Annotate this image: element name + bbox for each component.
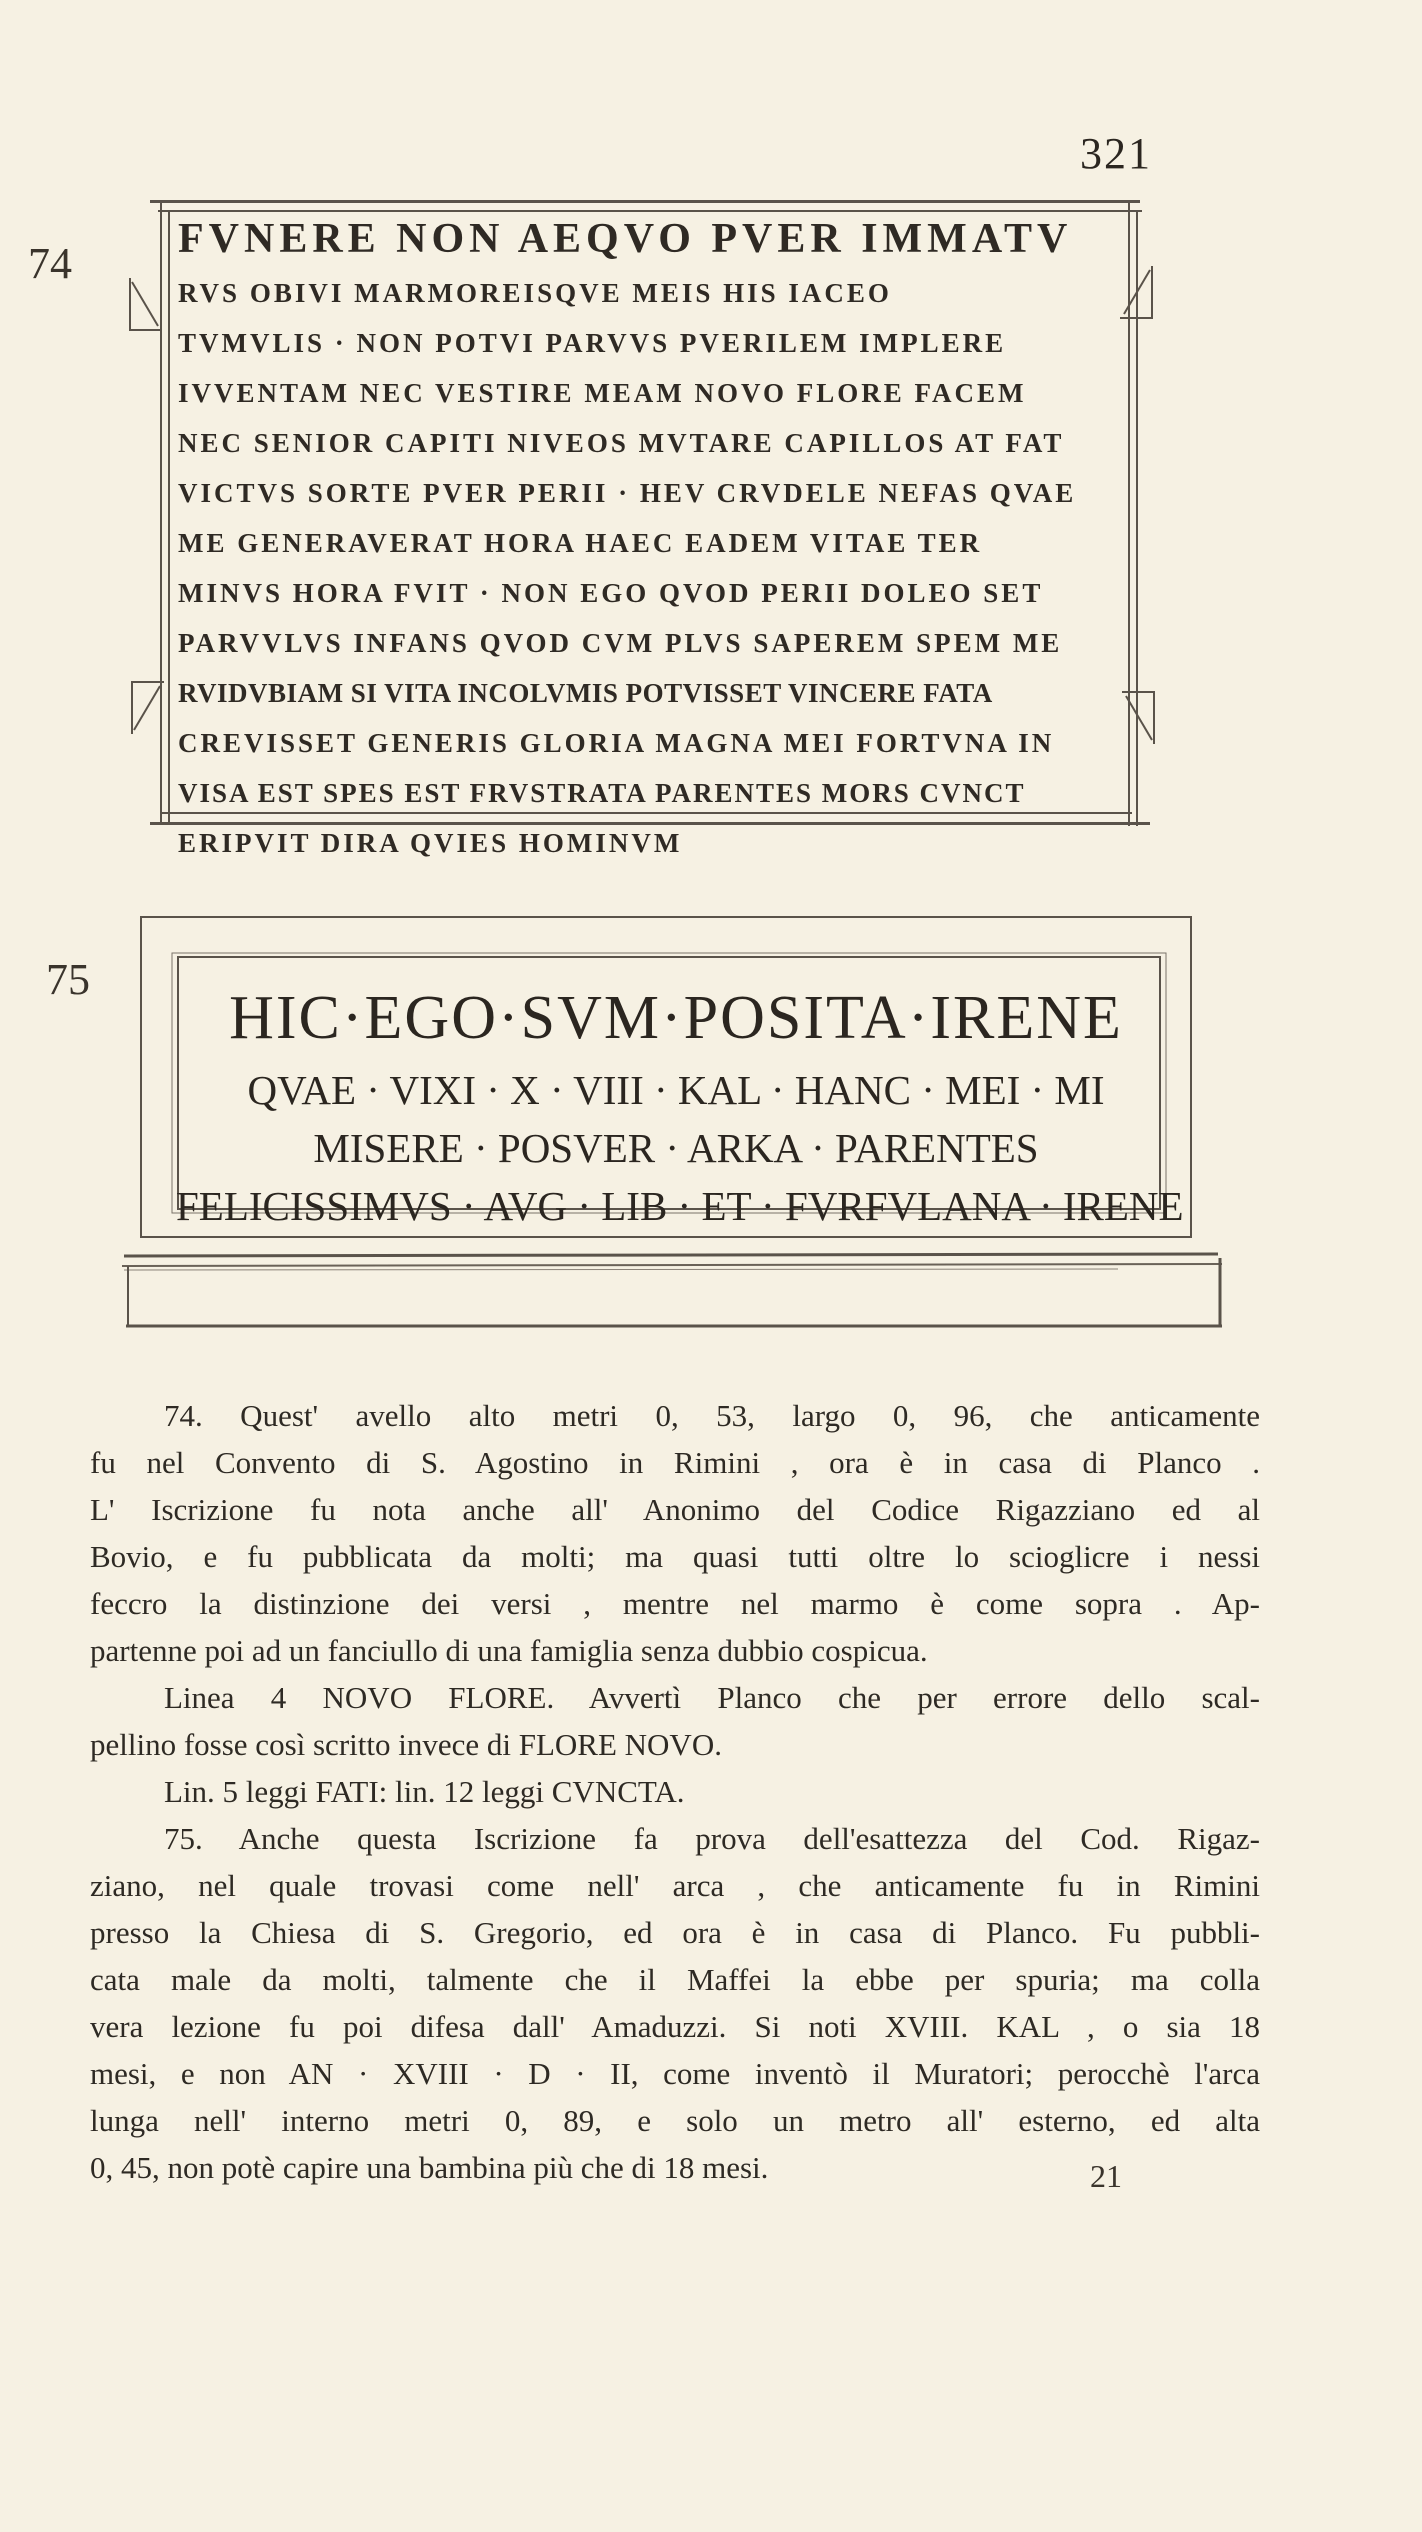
inscription-74-line: MINVS HORA FVIT · NON EGO QVOD PERII DOLEO SET [178,578,1044,608]
inscription-74-line: NEC SENIOR CAPITI NIVEOS MVTARE CAPILLOS AT FAT [178,428,1065,458]
commentary-line: Lin. 5 leggi FATI: lin. 12 leggi CVNCTA. [164,1774,685,1809]
page-number: 321 [1080,129,1152,178]
commentary-line: cata male da molti, talmente che il Maffei la ebbe per spuria; ma colla [90,1962,1260,1997]
inscription-74-text [178,210,1138,868]
commentary-line: pellino fosse così scritto invece di FLORE NOVO. [90,1727,722,1762]
inscription-74-line: RVIDVBIAM SI VITA INCOLVMIS POTVISSET VINCERE FATA [178,678,993,708]
commentary-line: ziano, nel quale trovasi come nell' arca , che anticamente fu in Rimini [90,1868,1260,1903]
commentary-line: presso la Chiesa di S. Gregorio, ed ora è in casa di Planco. Fu pubbli- [90,1915,1260,1950]
inscription-number-75: 75 [46,955,90,1004]
inscription-74-line: RVS OBIVI MARMOREISQVE MEIS HIS IACEO [178,278,892,308]
signature-mark: 21 [1090,2158,1122,2194]
inscription-74-line: ME GENERAVERAT HORA HAEC EADEM VITAE TER [178,528,983,558]
commentary-line: Bovio, e fu pubblicata da molti; ma quasi tutti oltre lo scioglicre i nessi [90,1539,1260,1574]
commentary-line: 0, 45, non potè capire una bambina più che di 18 mesi. [90,2150,769,2185]
inscription-74-line: TVMVLIS · NON POTVI PARVVS PVERILEM IMPLERE [178,328,1007,358]
inscription-74-line: PARVVLVS INFANS QVOD CVM PLVS SAPEREM SPEM ME [178,628,1063,658]
corner-ornament-bottom-left [130,680,166,736]
inscription-74-line: VICTVS SORTE PVER PERII · HEV CRVDELE NEFAS QVAE [178,478,1077,508]
commentary-line: feccro la distinzione dei versi , mentre nel marmo è come sopra . Ap- [90,1586,1260,1621]
inscription-75-text [176,975,1184,1235]
inscription-75-line: MISERE · POSVER · ARKA · PARENTES [313,1125,1039,1171]
commentary-line: vera lezione fu poi difesa dall' Amaduzzi. Si noti XVIII. KAL , o sia 18 [90,2009,1260,2044]
inscription-number-74: 74 [28,239,72,288]
inscription-74-line: ERIPVIT DIRA QVIES HOMINVM [178,828,683,858]
inscription-74-line: FVNERE NON AEQVO PVER IMMATV [178,216,1073,262]
commentary-line: mesi, e non AN · XVIII · D · II, come inventò il Muratori; perocchè l'arca [90,2056,1260,2091]
commentary-text [90,1392,1260,2191]
inscription-74-line: CREVISSET GENERIS GLORIA MAGNA MEI FORTVNA IN [178,728,1055,758]
commentary-line: lunga nell' interno metri 0, 89, e solo un metro all' esterno, ed alta [90,2103,1260,2138]
commentary-line: 74. Quest' avello alto metri 0, 53, largo 0, 96, che anticamente [164,1398,1260,1433]
commentary-line: Linea 4 NOVO FLORE. Avvertì Planco che per errore dello scal- [164,1680,1260,1715]
inscription-74-line: IVVENTAM NEC VESTIRE MEAM NOVO FLORE FACEM [178,378,1027,408]
corner-ornament-top-left [128,276,164,332]
inscription-75-line: FELICISSIMVS · AVG · LIB · ET · FVRFVLANA · IRENE [176,1183,1184,1229]
inscription-74-line: VISA EST SPES EST FRVSTRATA PARENTES MORS CVNCT [178,778,1026,808]
commentary-line: L' Iscrizione fu nota anche all' Anonimo del Codice Rigazziano ed al [90,1492,1260,1527]
commentary-line: partenne poi ad un fanciullo di una famiglia senza dubbio cospicua. [90,1633,928,1668]
commentary-line: fu nel Convento di S. Agostino in Rimini , ora è in casa di Planco . [90,1445,1260,1480]
commentary-line: 75. Anche questa Iscrizione fa prova dell'esattezza del Cod. Rigaz- [164,1821,1260,1856]
sarcophagus-base [118,1248,1224,1330]
inscription-75-line: HIC·EGO·SVM·POSITA·IRENE [229,984,1123,1052]
inscription-75-line: QVAE · VIXI · X · VIII · KAL · HANC · MEI · MI [247,1067,1105,1113]
